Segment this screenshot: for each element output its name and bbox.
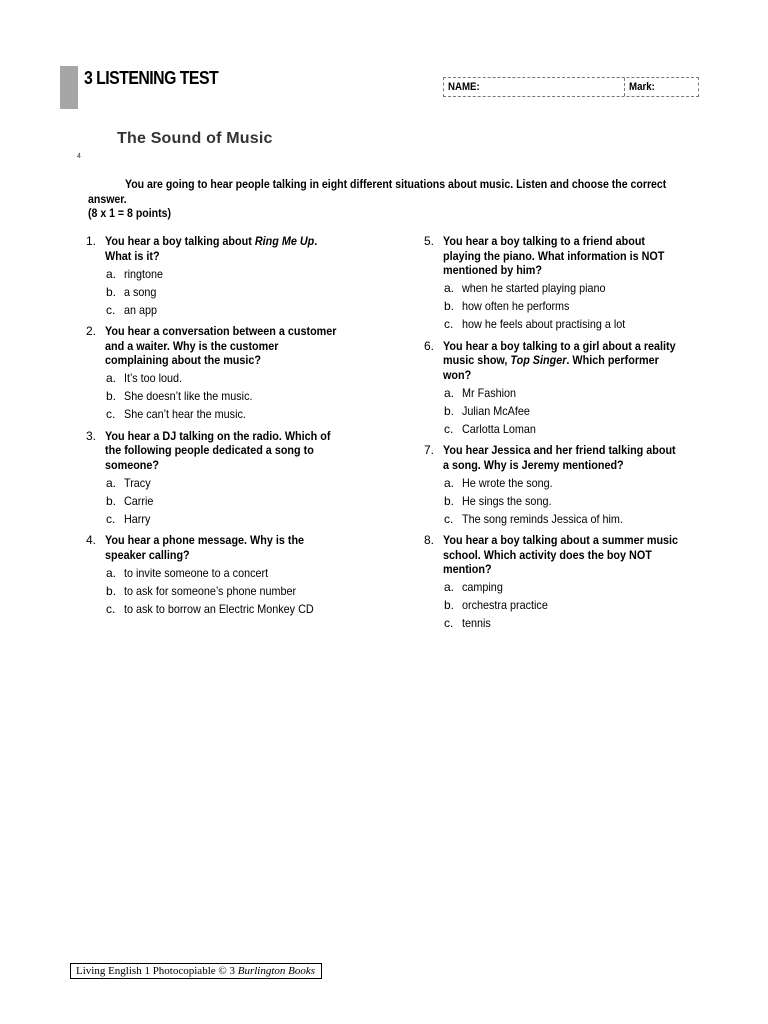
answer-option[interactable] <box>106 494 386 509</box>
option-text: Tracy <box>124 475 151 490</box>
option-text: to invite someone to a concert <box>124 565 269 580</box>
instructions-line-2: answer. <box>88 191 127 206</box>
question-text-part: . What is it? <box>104 234 317 263</box>
page-number: 4 <box>77 153 81 160</box>
option-letter: a. <box>106 371 117 385</box>
question-6 <box>424 339 724 437</box>
question-8 <box>424 533 724 631</box>
question-7 <box>424 443 724 526</box>
question-text-part: You hear a conversation between a customer and a waiter. Why is the customer complaining about the music? <box>104 324 337 367</box>
option-letter: a. <box>444 580 455 594</box>
option-text: an app <box>124 302 158 317</box>
question-text-part: You hear a phone message. Why is the speaker calling? <box>104 533 304 562</box>
option-letter: c. <box>444 511 454 526</box>
question-2 <box>86 324 386 422</box>
name-label: NAME: <box>448 81 480 93</box>
question-number: 2. <box>86 324 97 338</box>
answer-option[interactable] <box>444 317 724 332</box>
question-4 <box>86 533 386 616</box>
option-text: orchestra practice <box>462 598 548 612</box>
questions-right-column <box>424 234 724 638</box>
option-letter: a. <box>106 475 117 490</box>
option-letter: b. <box>444 299 455 313</box>
option-letter: c. <box>444 616 454 630</box>
instructions-points: (8 x 1 = 8 points) <box>88 206 172 220</box>
answer-option[interactable] <box>444 476 724 491</box>
option-letter: c. <box>106 302 116 317</box>
answer-option[interactable] <box>444 580 724 595</box>
option-text: It’s too loud. <box>124 371 183 385</box>
question-text <box>443 339 696 383</box>
option-text: Julian McAfee <box>462 403 530 418</box>
option-letter: b. <box>444 403 455 418</box>
name-field[interactable] <box>444 78 625 96</box>
question-5 <box>424 234 724 332</box>
instructions <box>88 177 669 221</box>
option-text: to ask for someone’s phone number <box>124 583 297 598</box>
answer-option[interactable] <box>106 371 386 386</box>
test-title: 3 LISTENING TEST <box>84 68 219 88</box>
option-letter: b. <box>444 493 455 508</box>
question-text <box>443 234 696 278</box>
option-letter: b. <box>106 284 117 299</box>
question-number: 4. <box>86 533 97 547</box>
option-letter: b. <box>106 583 117 598</box>
option-text: She doesn’t like the music. <box>124 389 253 403</box>
question-number: 5. <box>424 234 435 248</box>
option-text: tennis <box>462 616 491 630</box>
option-letter: c. <box>106 601 116 616</box>
question-3 <box>86 429 386 527</box>
section-subtitle: The Sound of Music <box>117 130 273 147</box>
option-letter: c. <box>106 407 116 421</box>
answer-option[interactable] <box>444 616 724 631</box>
mark-field[interactable] <box>625 78 698 96</box>
question-number: 3. <box>86 428 97 443</box>
question-text-part: You hear a boy talking about a summer music school. Which activity does the boy NOT mention? <box>442 533 678 576</box>
answer-option[interactable] <box>444 512 724 527</box>
option-letter: a. <box>444 385 455 400</box>
answer-option[interactable] <box>106 267 386 282</box>
option-text: ringtone <box>124 266 164 281</box>
option-letter: a. <box>106 266 117 281</box>
question-number: 7. <box>424 443 435 457</box>
answer-option[interactable] <box>106 407 386 422</box>
answer-option[interactable] <box>444 404 724 419</box>
answer-option[interactable] <box>444 494 724 509</box>
answer-option[interactable] <box>106 303 386 318</box>
answer-option[interactable] <box>106 512 386 527</box>
publisher-logo: 3 <box>229 965 235 977</box>
question-text-part: You hear a boy talking to a girl about a reality music show, <box>442 338 676 367</box>
answer-option[interactable] <box>444 422 724 437</box>
option-text: Carlotta Loman <box>462 421 536 436</box>
option-letter: c. <box>444 317 454 331</box>
option-text: Carrie <box>124 493 154 508</box>
option-text: Harry <box>124 511 151 526</box>
footer-copyright <box>70 963 322 979</box>
question-text-part: You hear a boy talking about <box>104 234 255 248</box>
question-1 <box>86 234 386 317</box>
option-letter: b. <box>444 598 455 612</box>
answer-option[interactable] <box>106 584 386 599</box>
option-text: a song <box>124 284 157 299</box>
answer-option[interactable] <box>444 386 724 401</box>
answer-option[interactable] <box>444 281 724 296</box>
answer-option[interactable] <box>106 476 386 491</box>
question-title-italic: Ring Me Up <box>254 234 314 248</box>
option-text: camping <box>462 580 503 594</box>
option-letter: a. <box>106 565 117 580</box>
option-text: Mr Fashion <box>462 385 517 400</box>
option-letter: b. <box>106 493 117 508</box>
option-text: when he started playing piano <box>462 281 606 295</box>
option-text: how often he performs <box>462 299 570 313</box>
instructions-line-1: You are going to hear people talking in eight different situations about music. Listen and choose the correct <box>124 177 667 191</box>
option-letter: a. <box>444 281 455 295</box>
question-number: 1. <box>86 234 97 248</box>
option-letter: b. <box>106 389 117 403</box>
answer-option[interactable] <box>106 389 386 404</box>
option-text: how he feels about practising a lot <box>462 317 626 331</box>
question-number: 6. <box>424 338 435 353</box>
option-text: He sings the song. <box>462 493 552 508</box>
option-letter: a. <box>444 475 455 490</box>
option-text: The song reminds Jessica of him. <box>462 511 623 526</box>
question-text <box>443 443 696 472</box>
question-text <box>443 533 696 577</box>
answer-option[interactable] <box>444 598 724 613</box>
option-letter: c. <box>444 421 454 436</box>
option-text: to ask to borrow an Electric Monkey CD <box>124 601 314 616</box>
mark-label: Mark: <box>629 81 655 93</box>
header-accent-bar <box>60 66 78 109</box>
answer-option[interactable] <box>106 566 386 581</box>
answer-option[interactable] <box>106 602 386 617</box>
option-letter: c. <box>106 511 116 526</box>
question-text-part: . Which performer won? <box>442 353 659 382</box>
question-text <box>105 533 358 562</box>
question-number: 8. <box>424 533 435 547</box>
question-text <box>105 234 358 263</box>
question-text-part: You hear a DJ talking on the radio. Which of the following people dedicated a song to someone? <box>104 428 331 472</box>
questions-left-column <box>86 234 386 623</box>
question-title-italic: Top Singer <box>510 353 567 367</box>
question-text-part: You hear Jessica and her friend talking about a song. Why is Jeremy mentioned? <box>442 443 676 472</box>
name-mark-box <box>443 77 699 97</box>
question-text-part: You hear a boy talking to a friend about playing the piano. What information is NOT mentioned by him? <box>442 234 665 277</box>
footer-text: Living English 1 Photocopiable © <box>76 965 230 977</box>
answer-option[interactable] <box>444 299 724 314</box>
question-text <box>105 429 358 473</box>
answer-option[interactable] <box>106 285 386 300</box>
option-text: He wrote the song. <box>462 475 553 490</box>
option-text: She can’t hear the music. <box>124 407 246 421</box>
publisher-name: Burlington Books <box>234 965 316 977</box>
question-text <box>105 324 358 368</box>
